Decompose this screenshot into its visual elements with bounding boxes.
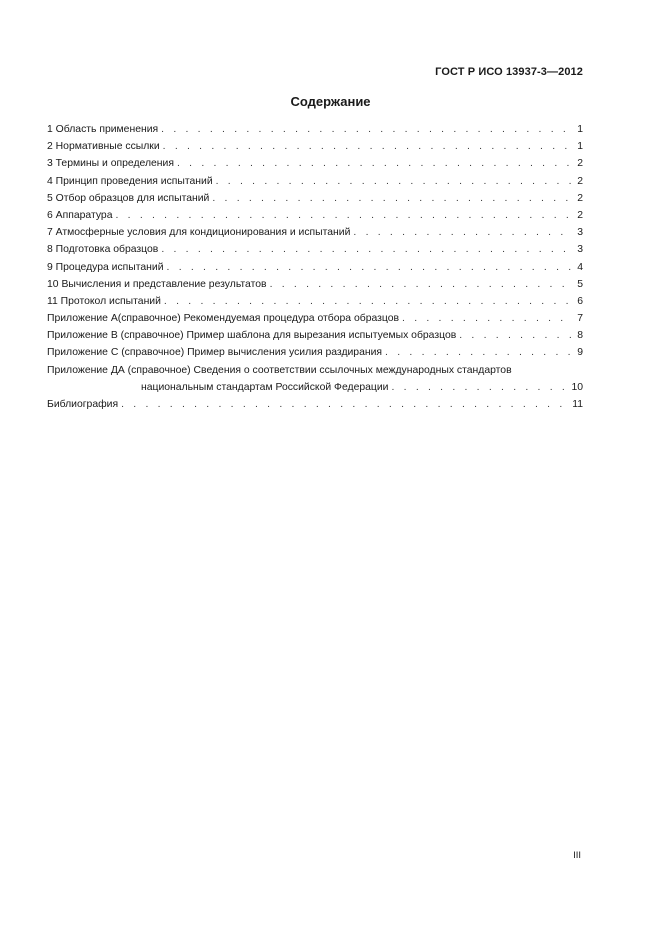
toc-entry-page: 7	[577, 313, 583, 325]
toc-entry-page: 4	[577, 261, 583, 273]
toc-entry-label: 8 Подготовка образцов	[47, 244, 159, 256]
toc-entry-label: Приложение А(справочное) Рекомендуемая процедура отбора образцов	[47, 313, 400, 325]
toc-entry-page: 2	[577, 158, 583, 170]
toc-entry-6[interactable]	[47, 207, 583, 224]
toc-entry-9[interactable]	[47, 259, 583, 276]
toc-entry-label: 6 Аппаратура	[47, 209, 113, 221]
dot-leader	[212, 190, 572, 207]
dot-leader	[121, 396, 569, 413]
toc-entry-4[interactable]	[47, 173, 583, 190]
toc-entry-annex-b[interactable]	[47, 327, 583, 344]
toc-entry-page: 3	[577, 227, 583, 239]
toc-entry-annex-a[interactable]	[47, 310, 583, 327]
dot-leader	[161, 121, 572, 138]
toc-entry-label: 1 Область применения	[47, 124, 159, 135]
toc-entry-label: Библиография	[47, 399, 119, 410]
toc-entry-page: 2	[577, 192, 583, 204]
toc-entry-page: 3	[577, 244, 583, 256]
toc-entry-label: 4 Принцип проведения испытаний	[47, 175, 213, 187]
toc-entry-8[interactable]	[47, 241, 583, 258]
toc-entry-7[interactable]	[47, 224, 583, 241]
toc-entry-page: 6	[577, 295, 583, 307]
toc-entry-label: Приложение В (справочное) Пример шаблона для вырезания испытуемых образцов	[47, 330, 457, 342]
dot-leader	[216, 173, 572, 190]
toc-entry-label: Приложение С (справочное) Пример вычисления усилия раздирания	[47, 347, 383, 359]
toc-entry-11[interactable]	[47, 293, 583, 310]
dot-leader	[167, 259, 572, 276]
toc-entry-page: 1	[577, 141, 583, 153]
toc-entry-label: 10 Вычисления и представление результатов	[47, 278, 267, 290]
toc-entry-annex-da[interactable]	[47, 362, 583, 396]
dot-leader	[163, 138, 572, 155]
toc-title: Содержание	[290, 94, 371, 109]
table-of-contents	[47, 121, 583, 413]
toc-entry-page: 8	[577, 330, 583, 342]
page-number: III	[573, 850, 581, 861]
toc-entry-page: 1	[577, 124, 583, 135]
toc-entry-1[interactable]	[47, 121, 583, 138]
toc-entry-label: Приложение ДА (справочное) Сведения о соответствии ссылочных международных стандартов	[47, 364, 512, 376]
dot-leader	[391, 379, 568, 396]
toc-entry-label: 9 Процедура испытаний	[47, 261, 164, 273]
dot-leader	[402, 310, 572, 327]
toc-entry-page: 2	[577, 209, 583, 221]
dot-leader	[385, 344, 572, 361]
dot-leader	[115, 207, 572, 224]
document-code: ГОСТ Р ИСО 13937-3—2012	[435, 66, 583, 78]
toc-entry-label: 2 Нормативные ссылки	[47, 141, 160, 153]
dot-leader	[161, 241, 572, 258]
toc-entry-label: 5 Отбор образцов для испытаний	[47, 192, 210, 204]
dot-leader	[459, 327, 572, 344]
toc-entry-annex-c[interactable]	[47, 344, 583, 361]
toc-entry-page: 2	[577, 175, 583, 187]
toc-entry-page: 10	[571, 381, 583, 393]
dot-leader	[164, 293, 572, 310]
toc-entry-5[interactable]	[47, 190, 583, 207]
toc-entry-bibliography[interactable]	[47, 396, 583, 413]
toc-entry-3[interactable]	[47, 155, 583, 172]
toc-entry-label: 11 Протокол испытаний	[47, 295, 161, 307]
toc-entry-label: 3 Термины и определения	[47, 158, 174, 170]
toc-entry-2[interactable]	[47, 138, 583, 155]
toc-entry-page: 9	[577, 347, 583, 359]
toc-entry-10[interactable]	[47, 276, 583, 293]
toc-entry-label-cont: национальным стандартам Российской Федерации	[141, 381, 389, 393]
dot-leader	[270, 276, 572, 293]
toc-entry-label: 7 Атмосферные условия для кондиционирования и испытаний	[47, 227, 351, 239]
dot-leader	[177, 155, 572, 172]
toc-entry-page: 11	[572, 399, 583, 410]
dot-leader	[353, 224, 572, 241]
toc-entry-page: 5	[577, 278, 583, 290]
toc-entry-continuation	[47, 379, 583, 396]
